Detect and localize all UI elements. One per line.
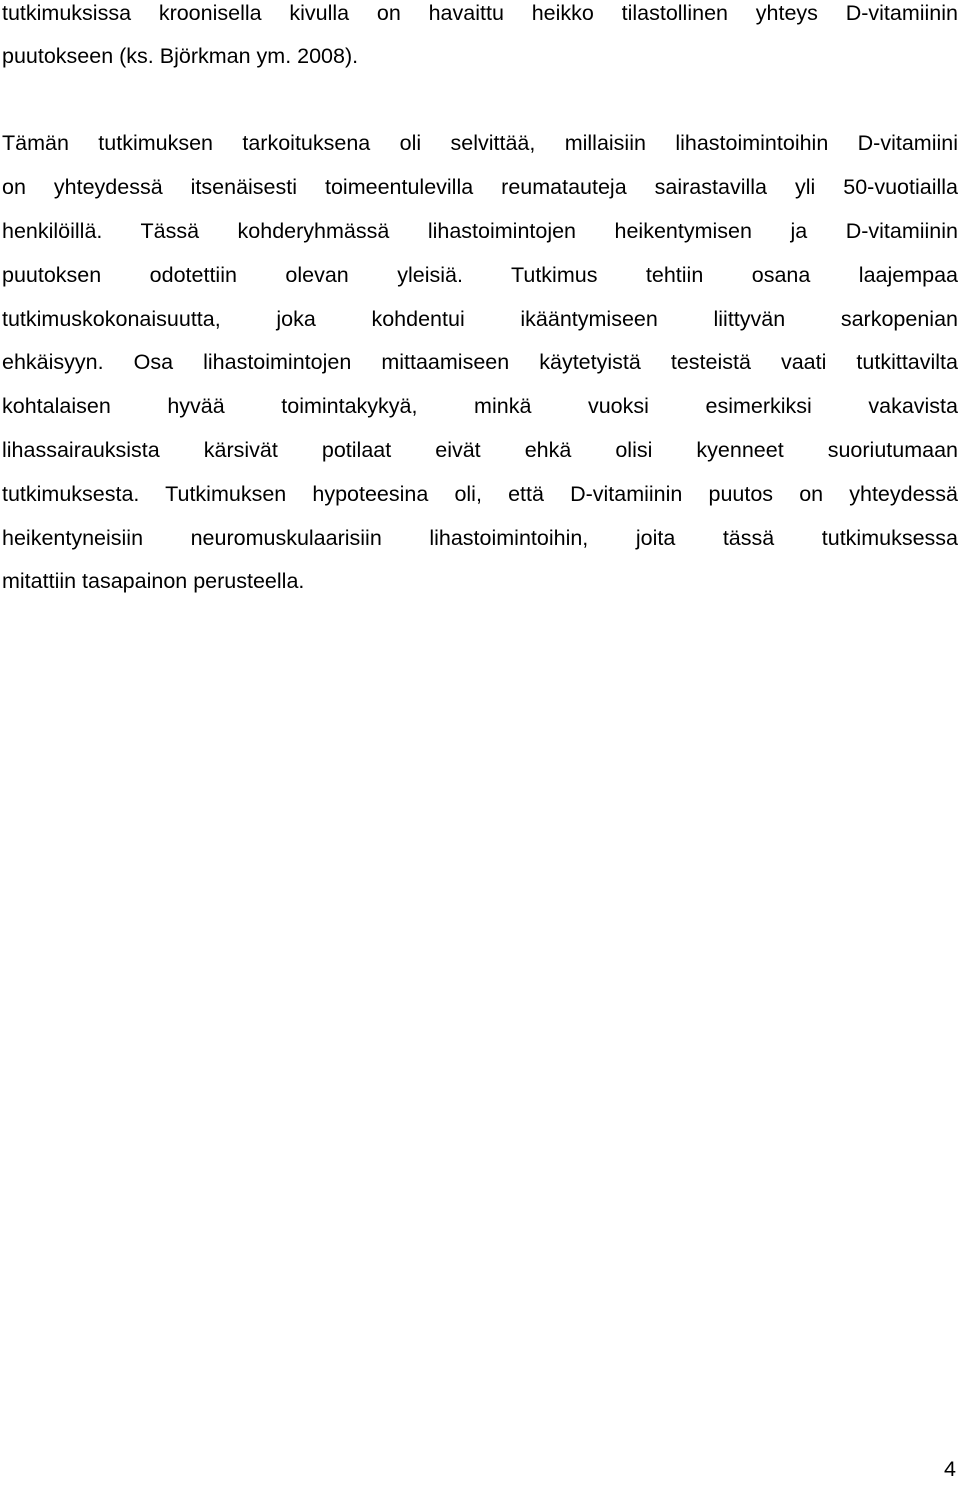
paragraph-2-line-4: puutoksen odotettiin olevan yleisiä. Tutkimus tehtiin osana laajempaa [2,263,958,287]
paragraph-1-line-2: puutokseen (ks. Björkman ym. 2008). [2,44,359,68]
paragraph-2-line-8: lihassairauksista kärsivät potilaat eivät ehkä olisi kyenneet suoriutumaan [2,438,958,462]
paragraph-2-line-1: Tämän tutkimuksen tarkoituksena oli selvittää, millaisiin lihastoimintoihin D-vitamiini [2,131,958,155]
paragraph-2-line-2: on yhteydessä itsenäisesti toimeentulevilla reumatauteja sairastavilla yli 50-vuotiailla [2,175,958,199]
paragraph-2-line-11: mitattiin tasapainon perusteella. [2,569,305,593]
paragraph-2-line-10: heikentyneisiin neuromuskulaarisiin lihastoimintoihin, joita tässä tutkimuksessa [2,526,958,550]
paragraph-1-line-1: tutkimuksissa kroonisella kivulla on havaittu heikko tilastollinen yhteys D-vitamiinin [2,1,958,25]
paragraph-2-line-6: ehkäisyyn. Osa lihastoimintojen mittaamiseen käytetyistä testeistä vaati tutkittavilta [2,350,958,374]
paragraph-2-line-7: kohtalaisen hyvää toimintakykyä, minkä vuoksi esimerkiksi vakavista [2,394,958,418]
paragraph-2-line-5: tutkimuskokonaisuutta, joka kohdentui ikääntymiseen liittyvän sarkopenian [2,307,958,331]
paragraph-2-line-9: tutkimuksesta. Tutkimuksen hypoteesina oli, että D-vitamiinin puutos on yhteydessä [2,482,958,506]
page-number: 4 [944,1457,956,1481]
paragraph-2-line-3: henkilöillä. Tässä kohderyhmässä lihastoimintojen heikentymisen ja D-vitamiinin [2,219,958,243]
